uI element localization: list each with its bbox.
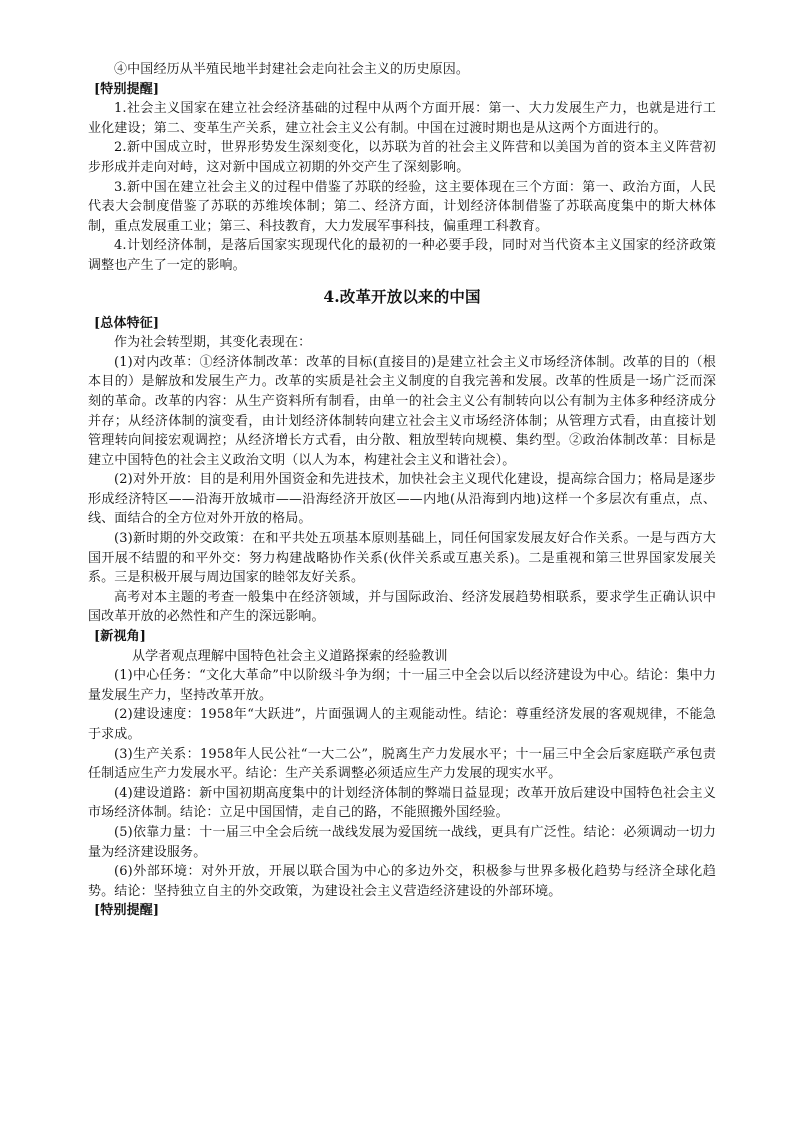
paragraph-central-task: (1)中心任务：“文化大革命”中以阶级斗争为纲；十一届三中全会以后以经济建设为中心。结论：集中力量发展生产力，坚持改革开放。 (88, 668, 716, 703)
paragraph-overall-intro: 作为社会转型期，其变化表现在： (114, 335, 312, 351)
paragraph-reminder-4: 4.计划经济体制，是落后国家实现现代化的最初的一种必要手段，同时对当代资本主义国家的经济政策调整也产生了一定的影响。 (88, 238, 716, 273)
paragraph-relied-forces: (5)依靠力量：十一届三中全会后统一战线发展为爱国统一战线，更具有广泛性。结论：必须调动一切力量为经济建设服务。 (88, 824, 716, 860)
label-special-reminder: [特别提醒] (94, 81, 160, 97)
paragraph-construction-path: (4)建设道路：新中国初期高度集中的计划经济体制的弊端日益显现；改革开放后建设中国特色社会主义市场经济体制。结论：立足中国国情，走自己的路，不能照搬外国经验。 (88, 785, 716, 821)
paragraph-construction-speed: (2)建设速度：1958年“大跃进”，片面强调人的主观能动性。结论：尊重经济发展的客观规律，不能急于求成。 (88, 707, 716, 742)
paragraph-reason-4: ④中国经历从半殖民地半封建社会走向社会主义的历史原因。 (114, 62, 470, 77)
perspective-subtitle: 从学者观点理解中国特色社会主义道路探索的经验教训 (132, 648, 448, 664)
label-new-perspective: [新视角] (94, 629, 147, 645)
paragraph-exam-focus: 高考对本主题的考查一般集中在经济领域，并与国际政治、经济发展趋势相联系，要求学生正确认识中国改革开放的必然性和产生的深远影响。 (88, 589, 716, 625)
label-overall-features: [总体特征] (94, 315, 160, 331)
paragraph-domestic-reform: (1)对内改革：①经济体制改革：改革的目标(直接目的)是建立社会主义市场经济体制。改革的目的（根本目的）是解放和发展生产力。改革的实质是社会主义制度的自我完善和发展。改革的性质是一场广泛而深刻的革命。改革的内容：从生产资料所有制看，由单一的社会主义公有制转向以公有制为主体多种经济成分并存；从经济体制的演变看，由计划经济体制转向建立社会主义市场经济体制；从管理方式看，由直接计划管理转向间接宏观调控；从经济增长方式看，由分散、粗放型转向规模、集约型。②政治体制改革：目标是建立中国特色的社会主义政治文明（以人为本，构建社会主义和谐社会）。 (88, 354, 716, 468)
paragraph-reminder-1: 1.社会主义国家在建立社会经济基础的过程中从两个方面开展：第一、大力发展生产力，也就是进行工业化建设；第二、变革生产关系，建立社会主义公有制。中国在过渡时期也是从这两个方面进行的。 (88, 101, 716, 136)
label-special-reminder-2: [特别提醒] (94, 903, 160, 919)
paragraph-production-relations: (3)生产关系：1958年人民公社“一大二公”，脱离生产力发展水平；十一届三中全会后家庭联产承包责任制适应生产力发展水平。结论：生产关系调整必须适应生产力发展的现实水平。 (88, 746, 716, 782)
paragraph-reminder-2: 2.新中国成立时，世界形势发生深刻变化，以苏联为首的社会主义阵营和以美国为首的资本主义阵营初步形成并走向对峙，这对新中国成立初期的外交产生了深刻影响。 (88, 140, 716, 175)
section-title: 4.改革开放以来的中国 (323, 286, 481, 306)
paragraph-external-environment: (6)外部环境：对外开放，开展以联合国为中心的多边外交，积极参与世界多极化趋势与经济全球化趋势。结论：坚持独立自主的外交政策，为建设社会主义营造经济建设的外部环境。 (88, 864, 716, 899)
document-page (88, 60, 716, 921)
paragraph-opening-up: (2)对外开放：目的是利用外国资金和先进技术，加快社会主义现代化建设，提高综合国力；格局是逐步形成经济特区——沿海开放城市——沿海经济开放区——内地(从沿海到内地)这样一个多层次有重点，点、线、面结合的全方位对外开放的格局。 (88, 472, 716, 527)
paragraph-foreign-policy: (3)新时期的外交政策：在和平共处五项基本原则基础上，同任何国家发展友好合作关系。一是与西方大国开展不结盟的和平外交：努力构建战略协作关系(伙伴关系或互惠关系)。二是重视和第三世界国家发展关系。三是积极开展与周边国家的睦邻友好关系。 (88, 531, 716, 586)
paragraph-reminder-3: 3.新中国在建立社会主义的过程中借鉴了苏联的经验，这主要体现在三个方面：第一、政治方面，人民代表大会制度借鉴了苏联的苏维埃体制；第二、经济方面，计划经济体制借鉴了苏联高度集中的斯大林体制，重点发展重工业；第三、科技教育，大力发展军事科技，偏重理工科教育。 (88, 179, 716, 234)
